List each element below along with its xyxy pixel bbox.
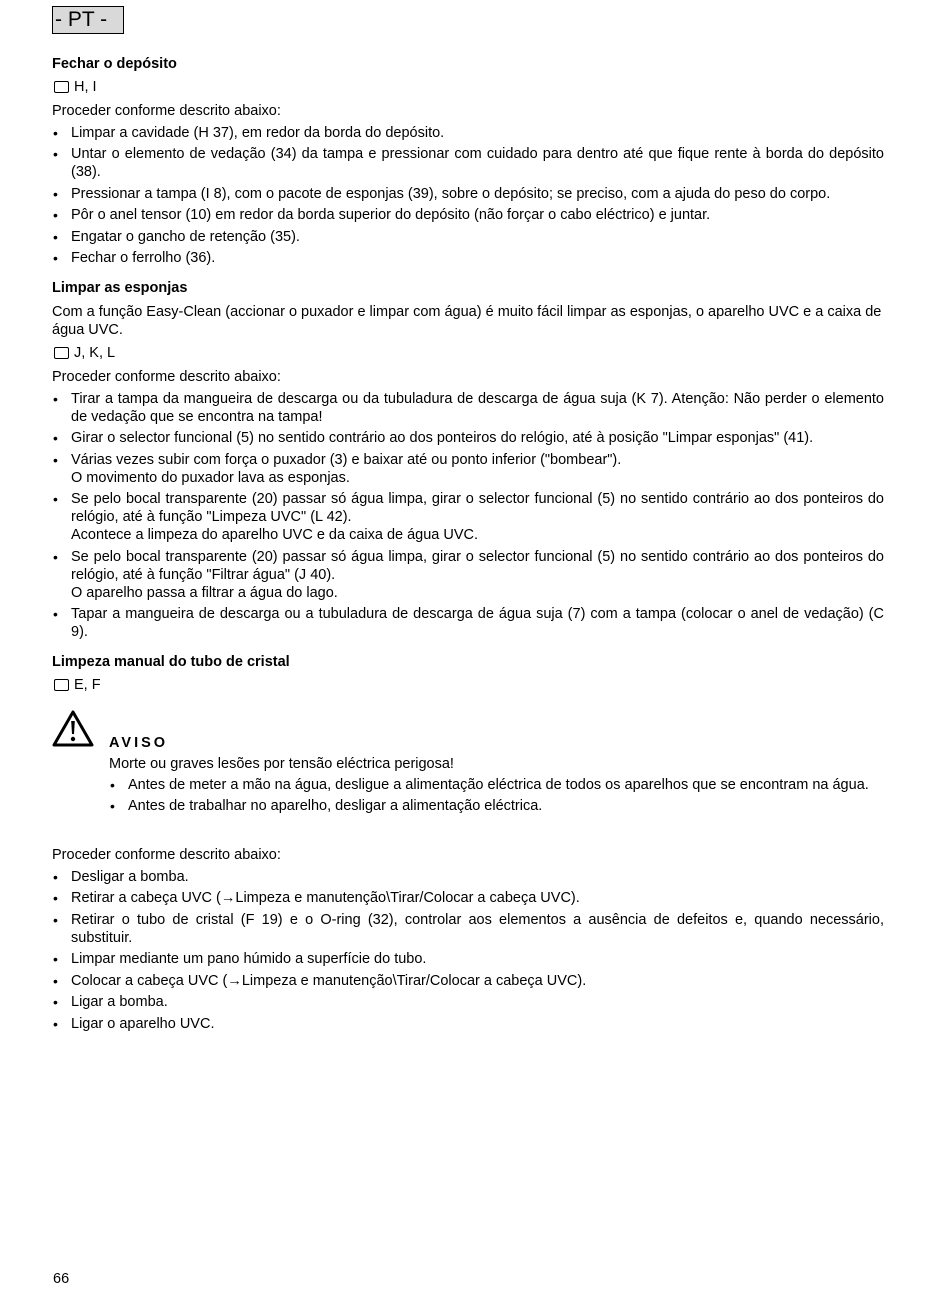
list-item: [52, 390, 884, 426]
list-item: [52, 429, 884, 447]
figure-ref-icon: [54, 81, 69, 93]
warning-block: [52, 710, 884, 840]
list-item: [52, 490, 884, 544]
list-item: • Fechar o ferrolho (36).: [52, 249, 884, 267]
procedure-intro: Proceder conforme descrito abaixo:: [52, 103, 281, 119]
step-list-close: [52, 124, 884, 268]
list-item: • Untar o elemento de vedação (34) da tampa e pressionar com cuidado para dentro até que fique rente à borda do depósito (38).: [52, 145, 884, 181]
figure-reference: [52, 78, 884, 96]
warning-body: [109, 734, 879, 815]
figure-reference: [52, 344, 884, 362]
warning-title: AVISO: [109, 735, 169, 751]
figure-reference: [52, 676, 884, 694]
section-title-close: Fechar o depósito: [52, 56, 177, 72]
figure-ref-icon: [54, 347, 69, 359]
section-description: Com a função Easy-Clean (accionar o puxador e limpar com água) é muito fácil limpar as esponjas, o aparelho UVC e a caixa de água UVC.: [52, 304, 882, 338]
warning-text: Morte ou graves lesões por tensão eléctrica perigosa!: [109, 756, 454, 772]
step-text: Tirar a tampa da mangueira de descarga ou da tubuladura de descarga de água suja (K 7). Atenção: Não perder o elemento de vedação que se encontra na tampa!: [71, 390, 884, 425]
step-list-tube: [52, 868, 884, 1033]
warning-list: [109, 776, 879, 815]
list-item: [52, 605, 884, 641]
list-item: [52, 451, 884, 487]
list-item: • Antes de meter a mão na água, desligue a alimentação eléctrica de todos os aparelhos que se encontram na água.: [109, 776, 879, 794]
step-text: Girar o selector funcional (5) no sentido contrário ao dos ponteiros do relógio, até à posição "Limpar esponjas" (41).: [71, 430, 814, 446]
list-item: • Antes de trabalhar no aparelho, desligar a alimentação eléctrica.: [109, 797, 879, 815]
figure-ref-text: H, I: [74, 79, 97, 95]
step-note: Acontece a limpeza do aparelho UVC e da caixa de água UVC.: [71, 527, 479, 543]
list-item: • Colocar a cabeça UVC (→Limpeza e manutenção\Tirar/Colocar a cabeça UVC).: [52, 972, 884, 990]
document-page: [52, 6, 884, 1033]
list-item: [52, 548, 884, 602]
warning-triangle-icon: [52, 710, 94, 748]
list-item: • Pressionar a tampa (I 8), com o pacote de esponjas (39), sobre o depósito; se preciso, com a ajuda do peso do corpo.: [52, 185, 884, 203]
list-item: • Desligar a bomba.: [52, 868, 884, 886]
procedure-intro: Proceder conforme descrito abaixo:: [52, 847, 281, 863]
list-item: • Engatar o gancho de retenção (35).: [52, 228, 884, 246]
procedure-intro: Proceder conforme descrito abaixo:: [52, 369, 281, 385]
list-item: • Retirar a cabeça UVC (→Limpeza e manutenção\Tirar/Colocar a cabeça UVC).: [52, 889, 884, 907]
step-note: O aparelho passa a filtrar a água do lago.: [71, 584, 338, 601]
step-text: Se pelo bocal transparente (20) passar só água limpa, girar o selector funcional (5) no sentido contrário ao dos ponteiros do relógio, até à função "Limpeza UVC" (L 42).: [71, 491, 884, 525]
language-badge: - PT -: [52, 6, 124, 34]
list-item: • Limpar a cavidade (H 37), em redor da borda do depósito.: [52, 124, 884, 142]
step-list-sponges: [52, 390, 884, 642]
step-text: Tapar a mangueira de descarga ou a tubuladura de descarga de água suja (7) com a tampa (colocar o anel de vedação) (C 9).: [71, 606, 884, 640]
list-item: • Pôr o anel tensor (10) em redor da borda superior do depósito (não forçar o cabo eléctrico) e juntar.: [52, 206, 884, 224]
figure-ref-text: J, K, L: [74, 345, 116, 361]
list-item: • Ligar o aparelho UVC.: [52, 1015, 884, 1033]
list-item: • Limpar mediante um pano húmido a superfície do tubo.: [52, 950, 884, 968]
step-note: O movimento do puxador lava as esponjas.: [71, 469, 350, 486]
section-title-tube: Limpeza manual do tubo de cristal: [52, 654, 290, 670]
step-text: Várias vezes subir com força o puxador (3) e baixar até ou ponto inferior ("bombear").: [71, 451, 622, 468]
figure-ref-text: E, F: [74, 677, 101, 693]
step-text: Se pelo bocal transparente (20) passar só água limpa, girar o selector funcional (5) no sentido contrário ao dos ponteiros do relógio, até à função "Filtrar água" (J 40).: [71, 548, 884, 583]
list-item: • Ligar a bomba.: [52, 993, 884, 1011]
page-number: 66: [53, 1271, 70, 1287]
section-title-sponges: Limpar as esponjas: [52, 280, 188, 296]
figure-ref-icon: [54, 679, 69, 691]
list-item: • Retirar o tubo de cristal (F 19) e o O-ring (32), controlar aos elementos a ausência de defeitos e, quando necessário, substituir.: [52, 911, 884, 947]
